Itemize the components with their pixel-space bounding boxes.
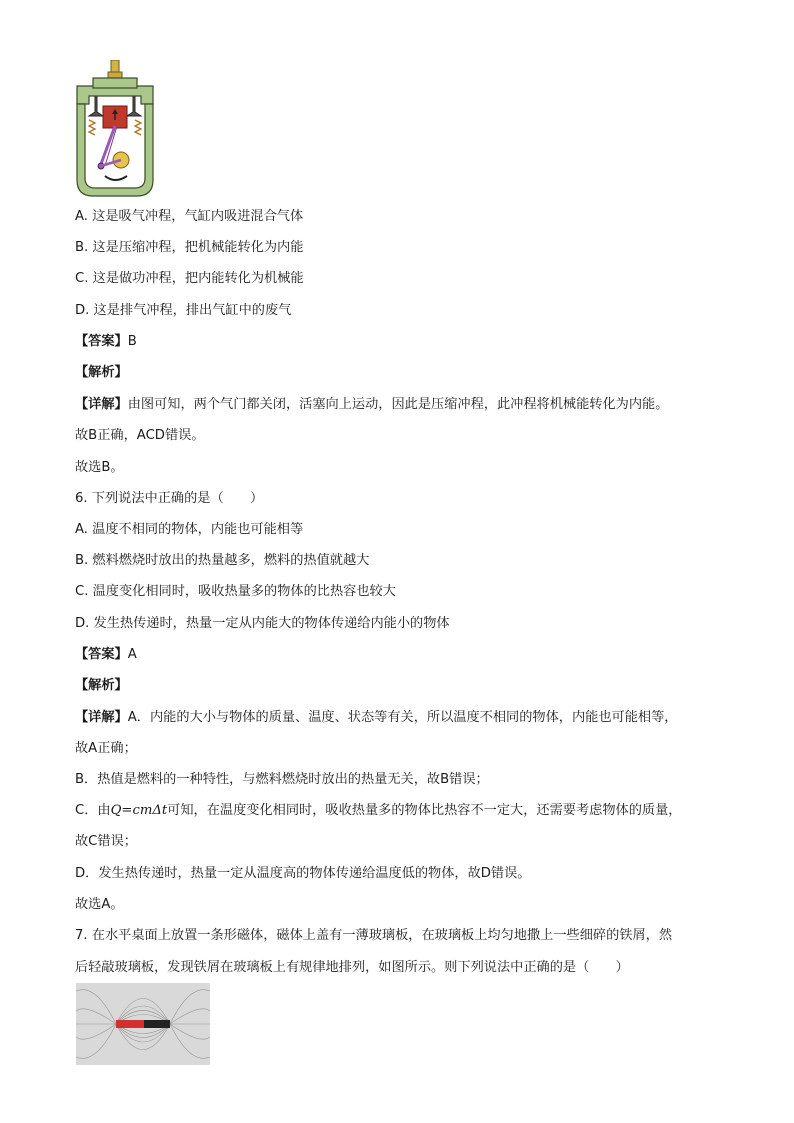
- q6-detail-a-text: A．内能的大小与物体的质量、温度、状态等有关，所以温度不相同的物体，内能也可能相等，: [127, 710, 678, 725]
- detail-tag: 【详解】: [75, 397, 128, 412]
- q6-option-b: B. 燃料燃烧时放出的热量越多，燃料的热值就越大: [75, 553, 370, 568]
- q6-detail-d: D．发生热传递时，热量一定从温度高的物体传递给温度低的物体，故D错误。: [75, 866, 531, 881]
- q6-option-d: D. 发生热传递时，热量一定从内能大的物体传递给内能小的物体: [75, 616, 450, 631]
- q5-answer-value: B: [127, 334, 137, 349]
- q5-option-c: C. 这是做功冲程，把内能转化为机械能: [75, 271, 304, 286]
- answer-tag: 【答案】: [75, 647, 128, 662]
- q6-answer-line: [75, 646, 137, 664]
- q6-detail-c-suffix: 可知，在温度变化相同时，吸收热量多的物体比热容不一定大，还需要考虑物体的质量，: [167, 803, 682, 818]
- q5-option-a: A. 这是吸气冲程，气缸内吸进混合气体: [75, 209, 304, 224]
- answer-tag: 【答案】: [75, 334, 128, 349]
- q5-detail-text: 由图可知，两个气门都关闭，活塞向上运动，因此是压缩冲程，此冲程将机械能转化为内能。: [127, 397, 669, 412]
- analysis-tag: 【解析】: [75, 365, 128, 380]
- analysis-tag: 【解析】: [75, 678, 128, 693]
- q6-stem: 6. 下列说法中正确的是（ ）: [75, 491, 264, 506]
- q6-option-c: C. 温度变化相同时，吸收热量多的物体的比热容也较大: [75, 584, 396, 599]
- q7-stem-line-2: 后轻敲玻璃板，发现铁屑在玻璃板上有规律地排列，如图所示。则下列说法中正确的是（ ）: [75, 960, 629, 975]
- q6-detail-a-continued: 故A正确；: [75, 741, 137, 756]
- q6-answer-value: A: [127, 647, 137, 662]
- q5-detail-line-2: 故B正确，ACD错误。: [75, 428, 205, 443]
- q6-formula: Q=cmΔt: [110, 803, 168, 818]
- engine-stroke-diagram: [75, 60, 155, 200]
- magnet-iron-filings-image: [76, 983, 210, 1065]
- q6-detail-c-prefix: C．由: [75, 803, 111, 818]
- q6-detail-c-continued: 故C错误；: [75, 834, 137, 849]
- q5-detail-line: [75, 396, 668, 414]
- q6-conclusion: 故选A。: [75, 897, 124, 912]
- q6-detail-line-a: [75, 709, 677, 727]
- q6-detail-c: [75, 802, 681, 820]
- q5-option-b: B. 这是压缩冲程，把机械能转化为内能: [75, 240, 304, 255]
- q5-conclusion: 故选B。: [75, 460, 124, 475]
- q7-stem-line-1: 7. 在水平桌面上放置一条形磁体，磁体上盖有一薄玻璃板，在玻璃板上均匀地撒上一些细碎的铁屑，然: [75, 928, 673, 943]
- q6-option-a: A. 温度不相同的物体，内能也可能相等: [75, 522, 304, 537]
- q5-answer-line: [75, 333, 137, 351]
- q6-analysis-tag: [75, 677, 128, 695]
- q5-analysis-tag: [75, 364, 128, 382]
- q6-detail-b: B．热值是燃料的一种特性，与燃料燃烧时放出的热量无关，故B错误；: [75, 772, 489, 787]
- detail-tag: 【详解】: [75, 710, 128, 725]
- q5-option-d: D. 这是排气冲程，排出气缸中的废气: [75, 303, 292, 318]
